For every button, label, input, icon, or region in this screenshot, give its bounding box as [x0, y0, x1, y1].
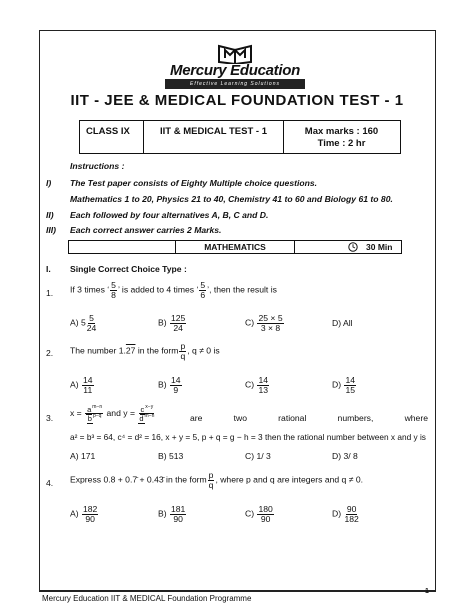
test-name: IIT & MEDICAL TEST - 1 — [144, 121, 284, 153]
part-num: I. — [46, 264, 51, 274]
option-a[interactable]: A) 5 $\frac{5}{24}$ — [70, 313, 97, 333]
option-d[interactable]: D) $\frac{14}{15}$ — [332, 375, 356, 395]
book-logo-icon — [217, 42, 253, 64]
option-d[interactable]: D) $\frac{90}{182}$ — [332, 504, 359, 524]
question-expression: x = $\frac{a^{m-n}}{b^{p-q}}$ and y = $\frac{c^{x-y}}{d^{m-n}}$ — [70, 404, 155, 423]
question-number: 3. — [46, 413, 54, 423]
marks-time — [284, 121, 399, 153]
option-c[interactable]: C) 1/ 3 — [245, 451, 271, 461]
question-number: 2. — [46, 348, 54, 358]
instructions-heading: Instructions : — [70, 161, 125, 171]
test-info-box — [79, 120, 401, 154]
instruction-text: Each followed by four alternatives A, B, C and D. — [70, 210, 269, 220]
part-label: Single Correct Choice Type : — [70, 264, 187, 274]
question-text: are two rational numbers, where — [190, 413, 428, 423]
instruction-text: Each correct answer carries 2 Marks. — [70, 225, 222, 235]
test-title: IIT - JEE & MEDICAL FOUNDATION TEST - 1 — [70, 92, 404, 109]
instruction-text: The Test paper consists of Eighty Multiple choice questions. — [70, 178, 318, 188]
page-number: 1 — [425, 588, 429, 595]
footer-divider — [39, 590, 435, 591]
question-text: a² = b³ = 64, c⁴ = d² = 16, x + y = 5, p + q = g − h = 3 then the rational number between x and y is — [70, 432, 426, 442]
question-number: 4. — [46, 478, 54, 488]
option-c[interactable]: C) $\frac{180}{90}$ — [245, 504, 273, 524]
instruction-text: Mathematics 1 to 20, Physics 21 to 40, Chemistry 41 to 60 and Biology 61 to 80. — [70, 194, 393, 204]
option-b[interactable]: B) $\frac{181}{90}$ — [158, 504, 186, 524]
option-d[interactable]: D) All — [332, 318, 353, 328]
brand-name: Mercury Education — [170, 62, 300, 79]
clock-icon — [348, 242, 358, 252]
question-number: 1. — [46, 288, 54, 298]
instruction-num: II) — [46, 210, 54, 220]
option-c[interactable]: C) $\frac{14}{13}$ — [245, 375, 269, 395]
class-label: CLASS IX — [80, 121, 144, 153]
option-b[interactable]: B) $\frac{14}{9}$ — [158, 375, 181, 395]
option-c[interactable]: C) $\frac{25 \times 5}{3 \times 8}$ — [245, 313, 283, 333]
section-name: MATHEMATICS — [175, 240, 295, 254]
option-d[interactable]: D) 3/ 8 — [332, 451, 358, 461]
option-a[interactable]: A) $\frac{182}{90}$ — [70, 504, 98, 524]
option-a[interactable]: A) $\frac{14}{11}$ — [70, 375, 93, 395]
time-limit: Time : 2 hr — [317, 138, 366, 149]
instruction-num: I) — [46, 178, 52, 188]
option-b[interactable]: B) $\frac{125}{24}$ — [158, 313, 186, 333]
question-text: If 3 times ‘ $\frac{5}{8}$ ’ is added to 4 times ‘ $\frac{5}{6}$ ’, then the result is — [70, 280, 277, 300]
option-b[interactable]: B) 513 — [158, 451, 184, 461]
footer-text: Mercury Education IIT & MEDICAL Foundation Programme — [42, 594, 252, 603]
max-marks: Max marks : 160 — [304, 126, 379, 137]
section-time: 30 Min — [366, 242, 393, 252]
question-text: Express 0.8 + 0.7̄ + 0.43̄ in the form $\frac{p}{q}$ , where p and q are integers and q ≠ 0. — [70, 470, 363, 490]
instruction-num: III) — [46, 225, 57, 235]
question-text: The number 1.27 in the form $\frac{p}{q}$ , q ≠ 0 is — [70, 341, 220, 361]
brand-tagline: Effective Learning Solutions — [165, 79, 305, 89]
option-a[interactable]: A) 171 — [70, 451, 96, 461]
